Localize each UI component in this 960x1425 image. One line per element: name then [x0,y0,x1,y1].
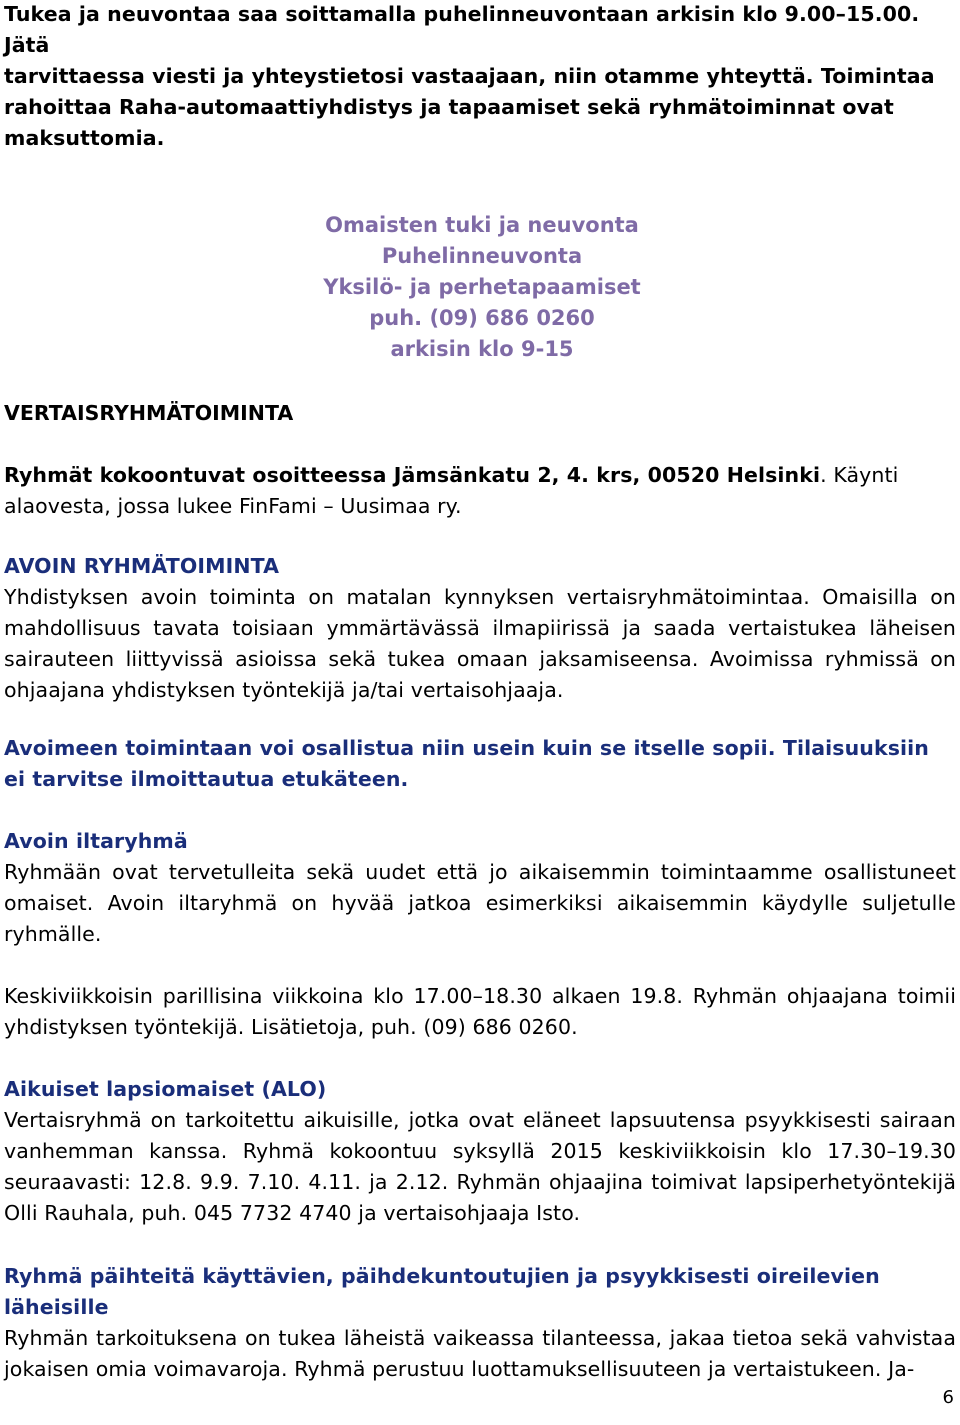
avoin-body: Yhdistyksen avoin toiminta on matalan kynnyksen vertaisryhmätoimintaa. Omaisilla on mahdollisuus tavata toisiaan ymmärtävässä ilmapiirissä ja saada vertaistukea läheisen sairauteen liittyvissä asioissa sekä tukea omaan jaksamiseensa. Avoimissa ryhmissä on ohjaajana yhdistyksen työntekijä ja/tai vertaisohjaaja. [4,585,956,702]
section-heading-alo: Aikuiset lapsiomaiset (ALO) [4,1077,327,1101]
callout-line-meetings: Yksilö- ja perhetapaamiset [323,275,641,299]
alo-body: Vertaisryhmä on tarkoitettu aikuisille, jotka ovat eläneet lapsuutensa psyykkisesti sairaan vanhemman kanssa. Ryhmä kokoontuu syksyllä 2015 keskiviikkoisin klo 17.30–19.30 seuraavasti: 12.8. 9.9. 7.10. 4.11. ja 2.12. Ryhmän ohjaajina toimivat lapsiperhetyöntekijä Olli Rauhala, puh. 045 7732 4740 ja vertaisohjaaja Isto. [4,1108,956,1225]
iltaryhma-schedule [4,981,956,1043]
paihde-body: Ryhmän tarkoituksena on tukea läheistä vaikeassa tilanteessa, jakaa tietoa sekä vahvistaa jokaisen omia voimavaroja. Ryhmä perustuu luottamuksellisuuteen ja vertaistukeen. Ja- [4,1326,956,1381]
paihde-section [4,1261,956,1385]
callout-line-phone-number: puh. (09) 686 0260 [369,306,595,330]
section-heading-iltaryhma: Avoin iltaryhmä [4,829,188,853]
iltaryhma-section [4,826,956,950]
callout-line-hours: arkisin klo 9-15 [390,337,574,361]
address-paragraph [4,460,956,522]
intro-paragraph [4,0,956,154]
intro-line-3: rahoittaa Raha-automaattiyhdistys ja tapaamiset sekä ryhmätoiminnat ovat [4,95,894,119]
iltaryhma-body: Ryhmään ovat tervetulleita sekä uudet että jo aikaisemmin toimintaamme osallistuneet omaiset. Avoin iltaryhmä on hyvää jatkoa esimerkiksi aikaisemmin käydylle suljetulle ryhmälle. [4,860,956,946]
avoin-section [4,551,956,706]
contact-callout [4,210,956,365]
section-heading-avoin: AVOIN RYHMÄTOIMINTA [4,554,280,578]
alo-section [4,1074,956,1229]
iltaryhma-schedule-text: Keskiviikkoisin parillisina viikkoina klo 17.00–18.30 alkaen 19.8. Ryhmän ohjaajana toimii yhdistyksen työntekijä. Lisätietoja, puh. (09) 686 0260. [4,984,956,1039]
address-bold: Ryhmät kokoontuvat osoitteessa Jämsänkatu 2, 4. krs, 00520 Helsinki [4,463,821,487]
page-number: 6 [942,1387,954,1408]
section-heading-paihde: Ryhmä päihteitä käyttävien, päihdekuntoutujien ja psyykkisesti oireilevien läheisille [4,1264,880,1319]
section-heading-vertaisryhmatoiminta: VERTAISRYHMÄTOIMINTA [4,401,294,425]
address-rest: . Käynti alaovesta, jossa lukee FinFami – Uusimaa ry. [4,463,899,518]
avoin-notice-text: Avoimeen toimintaan voi osallistua niin usein kuin se itselle sopii. Tilaisuuksiin ei tarvitse ilmoittautua etukäteen. [4,736,929,791]
intro-line-4: maksuttomia. [4,126,165,150]
callout-line-phone-advice: Puhelinneuvonta [381,244,583,268]
intro-line-2: tarvittaessa viesti ja yhteystietosi vastaajaan, niin otamme yhteyttä. Toimintaa [4,64,935,88]
intro-line-1: Tukea ja neuvontaa saa soittamalla puhelinneuvontaan arkisin klo 9.00–15.00. Jätä [4,2,920,57]
callout-line-support: Omaisten tuki ja neuvonta [325,213,639,237]
avoin-notice [4,733,956,795]
